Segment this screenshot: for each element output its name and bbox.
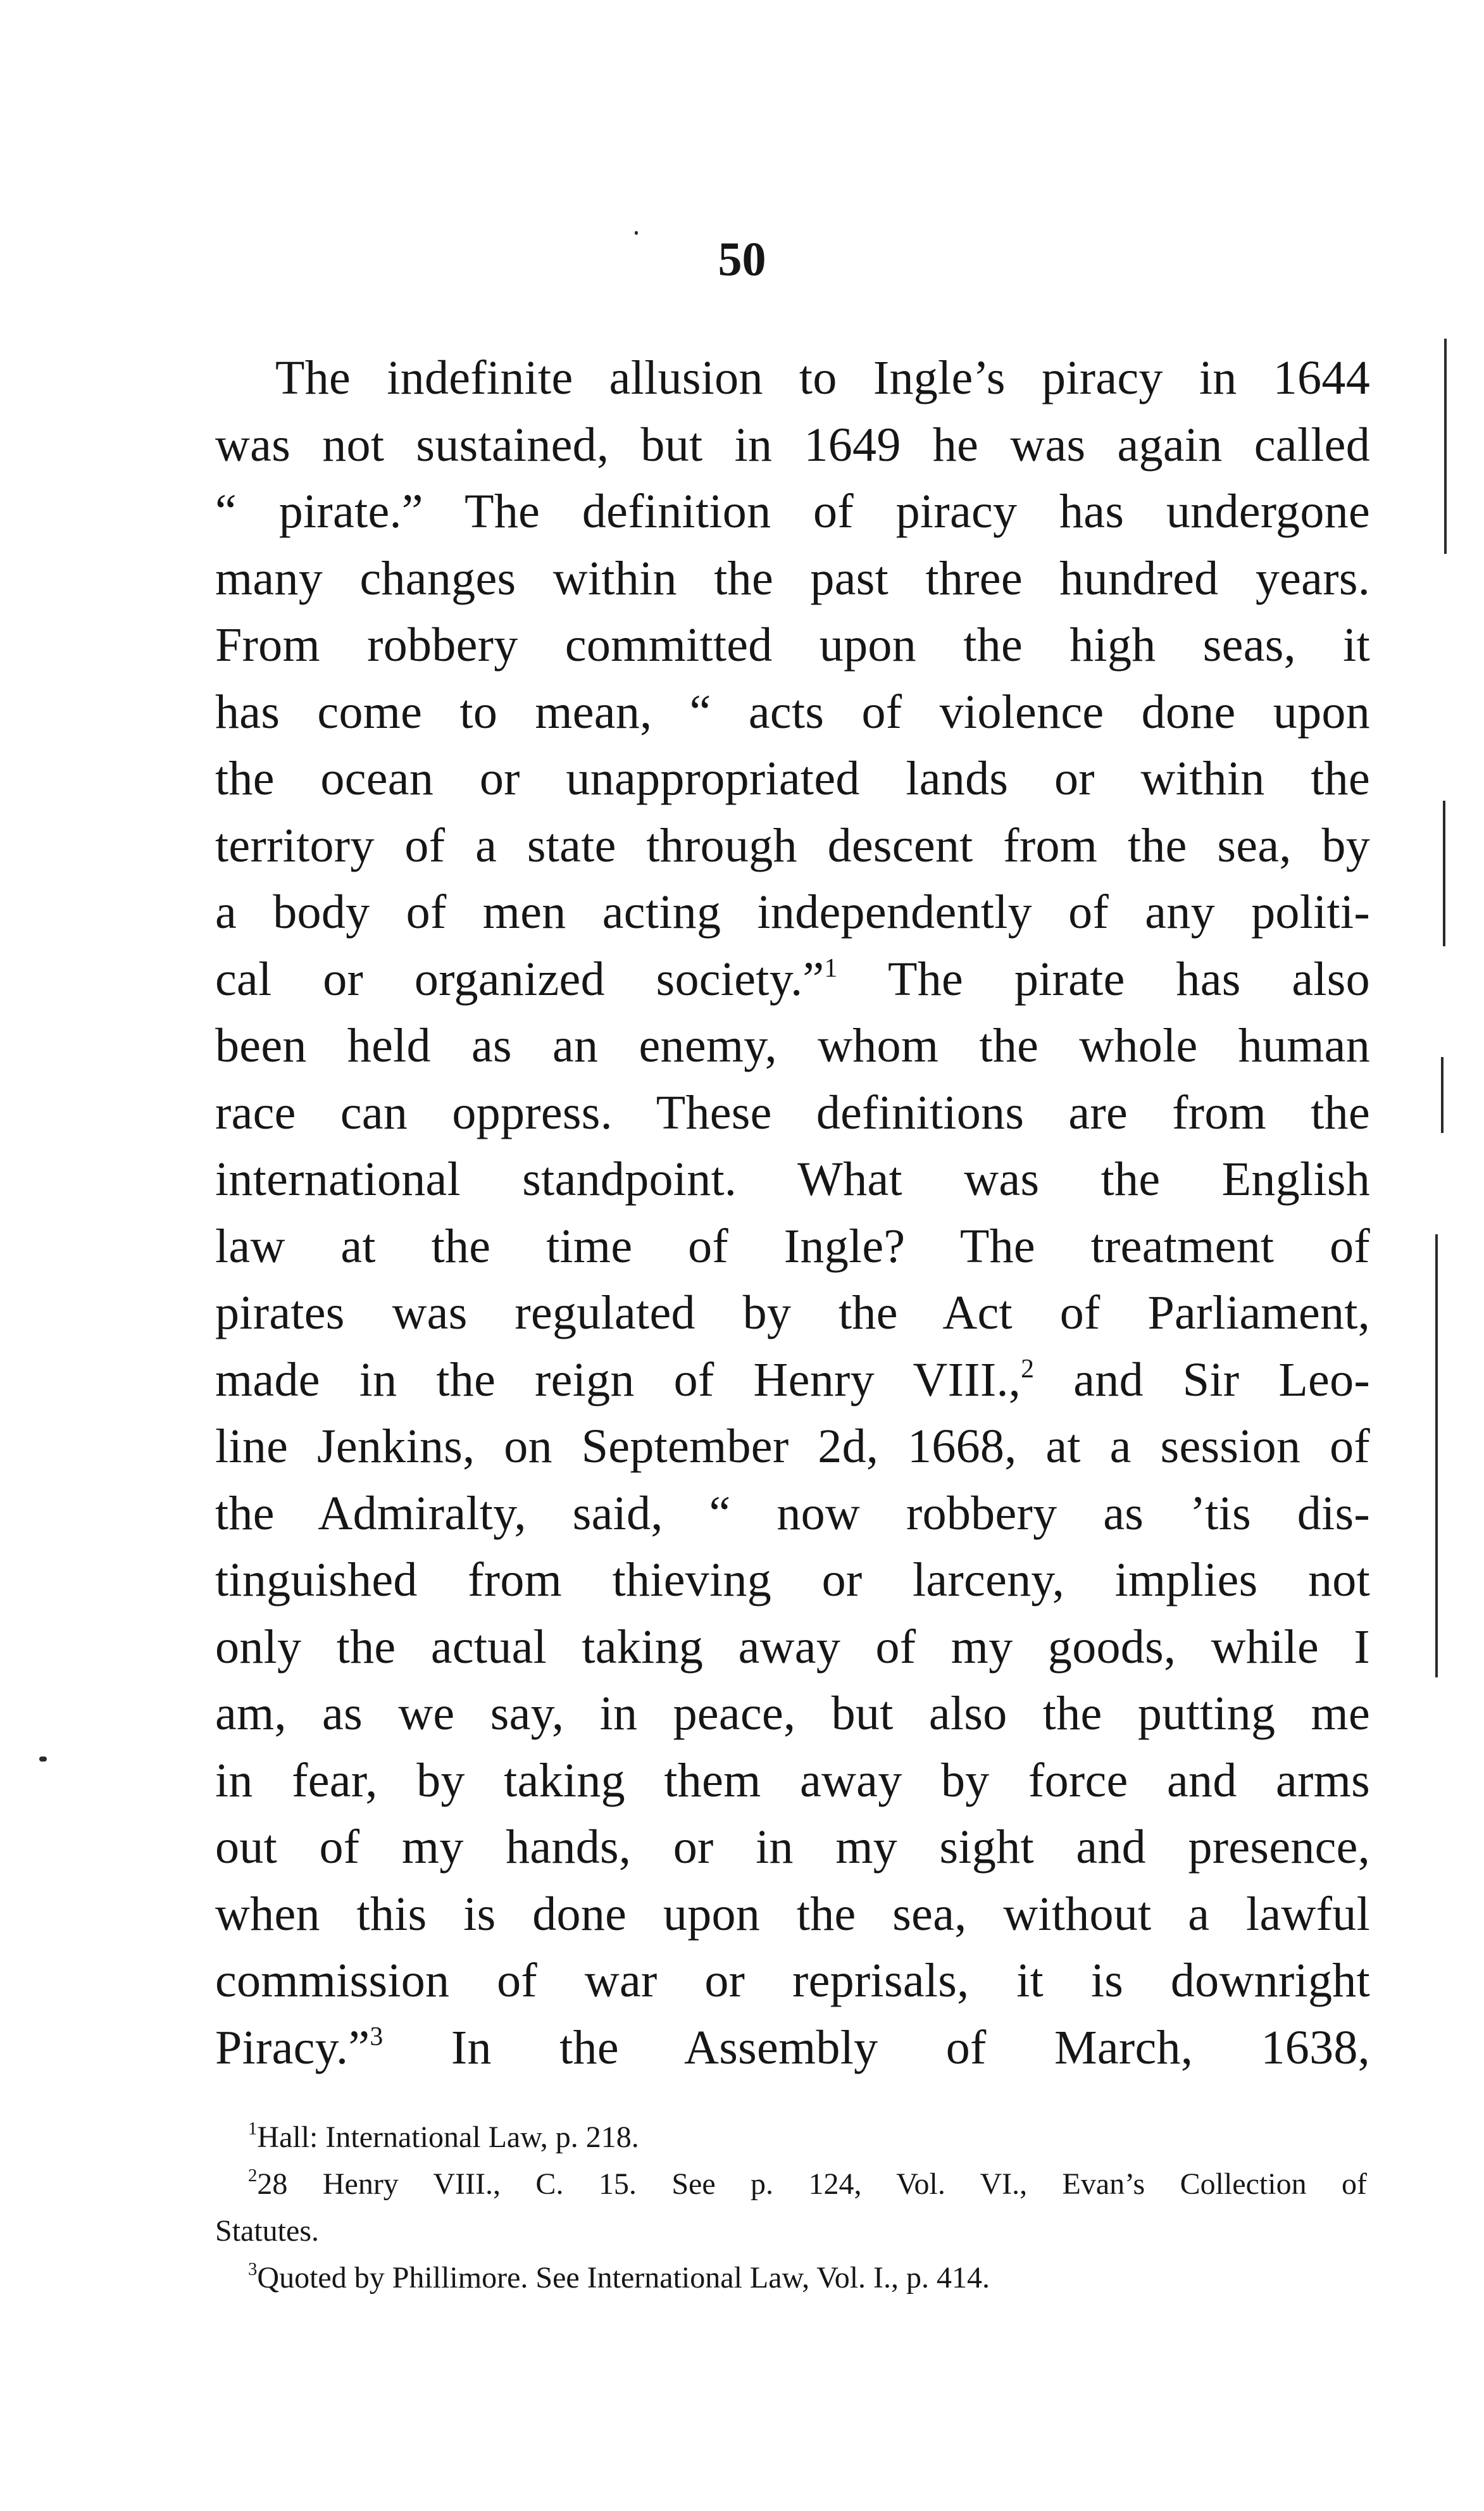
footnote-marker: 3 [248,2258,258,2279]
text-line: only the actual taking away of my goods, while I [215,1620,1370,1674]
text-line: am, as we say, in peace, but also the putting me [215,1687,1370,1740]
footnote-marker: 1 [248,2118,258,2139]
text-line: a body of men acting independently of any politi- [215,886,1370,939]
text-line: made in the reign of Henry VIII.,$^2$ and Sir Leo- [215,1353,1370,1406]
footnote-ref: 1 [824,953,838,983]
text-line: the ocean or unappropriated lands or within the [215,752,1370,805]
text-line: race can oppress. These definitions are from the [215,1086,1370,1139]
scan-artifact [635,231,638,235]
footnote-ref: 2 [1021,1354,1035,1384]
text-line: out of my hands, or in my sight and presence, [215,1820,1370,1874]
text-line: international standpoint. What was the English [215,1153,1370,1206]
scan-artifact [39,1756,47,1762]
text-line: been held as an enemy, whom the whole human [215,1019,1370,1072]
text-line: The indefinite allusion to Ingle’s piracy in 1644 [275,351,1370,404]
text-line: in fear, by taking them away by force and arms [215,1753,1370,1807]
text-line: cal or organized society.”$^1$ The pirate has also [215,952,1370,1006]
footnote-3: $^3$Quoted by Phillimore. See International Law, Vol. I., p. 414. [248,2258,990,2295]
text-line: has come to mean, “ acts of violence done upon [215,685,1370,739]
scan-artifact [1441,1057,1443,1133]
text-line: territory of a state through descent from the sea, by [215,818,1370,872]
text-line: many changes within the past three hundred years. [215,551,1370,605]
text-line: when this is done upon the sea, without a lawful [215,1887,1370,1941]
footnote-1: $^1$Hall: International Law, p. 218. [248,2118,639,2154]
scan-artifact [1435,1234,1438,1677]
text-line: the Admiralty, said, “ now robbery as ’tis dis- [215,1486,1370,1540]
scan-artifact [1444,339,1447,554]
text-line: was not sustained, but in 1649 he was again called [215,418,1370,472]
scan-artifact [1443,801,1445,946]
text-line: tinguished from thieving or larceny, implies not [215,1553,1370,1606]
footnote-ref: 3 [370,2022,383,2051]
footnote-marker: 2 [248,2165,258,2186]
page-number: 50 [718,233,766,286]
text-line: From robbery committed upon the high seas, it [215,618,1370,672]
body-text [215,345,1370,2081]
text-line: law at the time of Ingle? The treatment of [215,1219,1370,1273]
text-line: line Jenkins, on September 2d, 1668, at a session of [215,1420,1370,1473]
footnote-2: $^2$28 Henry VIII., C. 15. See p. 124, Vol. VI., Evan’s Collection of [248,2165,1367,2201]
text-line: “ pirate.” The definition of piracy has undergone [215,485,1370,538]
text-line: commission of war or reprisals, it is downright [215,1954,1370,2007]
text-line: pirates was regulated by the Act of Parliament, [215,1286,1370,1339]
text-line: Piracy.”$^3$ In the Assembly of March, 1638, [215,2020,1370,2074]
footnotes [215,2114,1367,2301]
footnote-2-continued: Statutes. [215,2214,319,2248]
